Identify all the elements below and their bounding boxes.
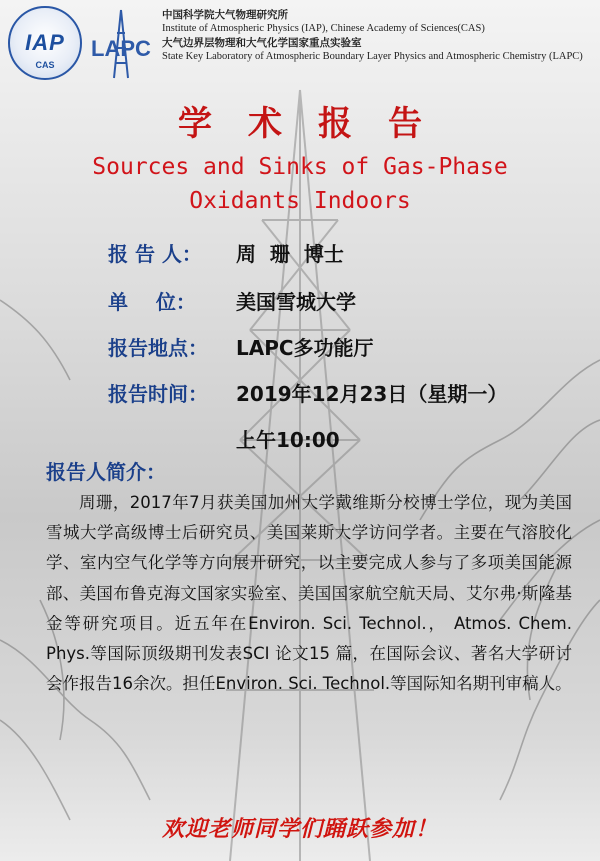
institute-en: Institute of Atmospheric Physics (IAP), Chinese Academy of Sciences(CAS) <box>162 23 485 34</box>
page-title: 学术报告 <box>178 104 458 144</box>
header <box>0 0 600 90</box>
bio-text: 周珊，2017年7月获美国加州大学戴维斯分校博士学位，现为美国雪城大学高级博士后研究员、美国莱斯大学访问学者。主要在气溶胶化学、室内空气化学等方向展开研究，以主要完成人参与了多项美国能源部、美国布鲁克海文国家实验室、美国国家航空航天局、艾尔弗·斯隆基金等研究项目。近五年在Environ. Sci. Technol.， Atmos. Chem. Phys.等国际顶级期刊发表SCI 论文15 篇，在国际会议、著名大学研讨会作报告16余次。担任Environ. Sci. Technol.等国际知名期刊审稿人。 <box>46 493 572 694</box>
time-label: 报告时间： <box>108 382 208 406</box>
unit-label: 单 位： <box>108 290 196 314</box>
talk-title-line2: Oxidants Indoors <box>189 188 411 214</box>
place-label: 报告地点： <box>108 336 208 360</box>
iap-logo-text: IAP <box>25 30 65 55</box>
unit-value: 美国雪城大学 <box>236 290 356 314</box>
time-value: 2019年12月23日（星期一） <box>236 382 508 406</box>
talk-title <box>0 150 600 218</box>
unit-row <box>108 286 356 315</box>
institute-block <box>162 8 594 64</box>
lab-en: State Key Laboratory of Atmospheric Boundary Layer Physics and Atmospheric Chemistry (LAPC) <box>162 51 583 62</box>
bio-block <box>46 488 572 699</box>
place-row <box>108 332 374 361</box>
cas-logo-text: CAS <box>35 60 55 70</box>
lapc-logo-text: LAPC <box>91 36 151 61</box>
time-value-2: 上午10:00 <box>236 428 340 452</box>
lapc-logo <box>86 8 156 82</box>
institute-cn: 中国科学院大气物理研究所 <box>162 9 288 21</box>
speaker-value: 周 珊 博士 <box>236 242 344 266</box>
closing-invitation: 欢迎老师同学们踊跃参加！ <box>161 816 438 842</box>
iap-logo <box>8 6 82 80</box>
bio-heading: 报告人简介： <box>46 460 166 484</box>
speaker-row <box>108 238 344 267</box>
talk-title-line1: Sources and Sinks of Gas-Phase <box>92 154 508 180</box>
place-value: LAPC多功能厅 <box>236 336 374 360</box>
speaker-label: 报 告 人： <box>108 242 202 266</box>
lab-cn: 大气边界层物理和大气化学国家重点实验室 <box>162 37 362 49</box>
time-row <box>108 378 507 407</box>
